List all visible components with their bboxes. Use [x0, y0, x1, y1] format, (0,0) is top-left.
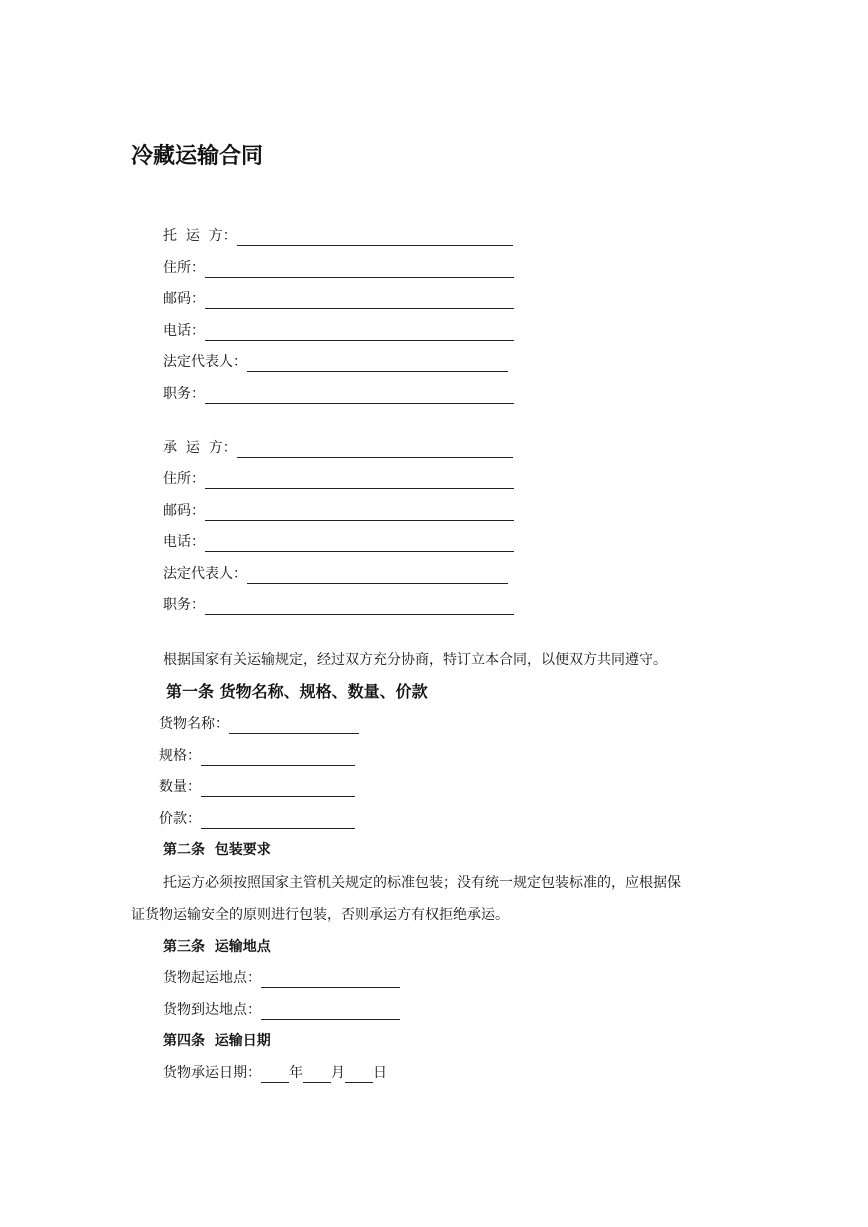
- shipper-name-field: [163, 226, 513, 246]
- carriage-date-field: [163, 1063, 387, 1083]
- fill-line[interactable]: [201, 813, 355, 829]
- article-2-line-1: 托运方必须按照国家主管机关规定的标准包装；没有统一规定包装标准的，应根据保: [163, 875, 681, 891]
- article-2-heading: 第二条 包装要求: [163, 842, 271, 858]
- fill-line[interactable]: [201, 750, 355, 766]
- fill-line[interactable]: [261, 972, 400, 988]
- field-label: 价款：: [159, 811, 201, 827]
- goods-spec-field: [159, 746, 355, 766]
- shipper-legal-rep-field: [163, 352, 508, 372]
- field-label: 承 运 方：: [163, 440, 237, 456]
- fill-line[interactable]: [205, 536, 514, 552]
- shipper-address-field: [163, 258, 514, 278]
- fill-line[interactable]: [205, 325, 514, 341]
- goods-price-field: [159, 809, 355, 829]
- fill-line[interactable]: [205, 293, 514, 309]
- fill-line[interactable]: [247, 356, 508, 372]
- field-label: 货物起运地点：: [163, 970, 261, 986]
- fill-line[interactable]: [205, 505, 514, 521]
- field-label: 职务：: [163, 597, 205, 613]
- shipper-phone-field: [163, 321, 514, 341]
- field-label: 电话：: [163, 534, 205, 550]
- carrier-phone-field: [163, 532, 514, 552]
- fill-line[interactable]: [201, 781, 355, 797]
- goods-quantity-field: [159, 777, 355, 797]
- carrier-legal-rep-field: [163, 564, 508, 584]
- field-label: 托 运 方：: [163, 228, 237, 244]
- departure-place-field: [163, 968, 400, 988]
- month-label: 月: [331, 1065, 345, 1081]
- year-blank[interactable]: [261, 1067, 289, 1083]
- article-4-heading: 第四条 运输日期: [163, 1033, 271, 1049]
- carrier-address-field: [163, 469, 514, 489]
- fill-line[interactable]: [229, 718, 359, 734]
- day-label: 日: [373, 1065, 387, 1081]
- fill-line[interactable]: [205, 473, 514, 489]
- fill-line[interactable]: [247, 568, 508, 584]
- field-label: 法定代表人：: [163, 566, 247, 582]
- article-2-line-2: 证货物运输安全的原则进行包装，否则承运方有权拒绝承运。: [131, 907, 509, 923]
- fill-line[interactable]: [237, 442, 513, 458]
- shipper-postcode-field: [163, 289, 514, 309]
- carrier-position-field: [163, 595, 514, 615]
- field-label: 住所：: [163, 471, 205, 487]
- document-title: 冷藏运输合同: [131, 144, 264, 169]
- article-3-heading: 第三条 运输地点: [163, 939, 271, 955]
- carrier-postcode-field: [163, 501, 514, 521]
- fill-line[interactable]: [205, 388, 514, 404]
- article-1-heading: 第一条 货物名称、规格、数量、价款: [166, 682, 428, 701]
- field-label: 法定代表人：: [163, 354, 247, 370]
- fill-line[interactable]: [205, 262, 514, 278]
- field-label: 货物承运日期：: [163, 1065, 261, 1081]
- year-label: 年: [289, 1065, 303, 1081]
- field-label: 数量：: [159, 779, 201, 795]
- arrival-place-field: [163, 1000, 400, 1020]
- field-label: 电话：: [163, 323, 205, 339]
- field-label: 规格：: [159, 748, 201, 764]
- fill-line[interactable]: [237, 230, 513, 246]
- fill-line[interactable]: [205, 599, 514, 615]
- field-label: 职务：: [163, 386, 205, 402]
- fill-line[interactable]: [261, 1004, 400, 1020]
- field-label: 邮码：: [163, 291, 205, 307]
- field-label: 货物名称：: [159, 716, 229, 732]
- day-blank[interactable]: [345, 1067, 373, 1083]
- carrier-name-field: [163, 438, 513, 458]
- shipper-position-field: [163, 384, 514, 404]
- month-blank[interactable]: [303, 1067, 331, 1083]
- field-label: 住所：: [163, 260, 205, 276]
- intro-paragraph: 根据国家有关运输规定，经过双方充分协商，特订立本合同，以便双方共同遵守。: [163, 652, 667, 668]
- field-label: 邮码：: [163, 503, 205, 519]
- goods-name-field: [159, 714, 359, 734]
- field-label: 货物到达地点：: [163, 1002, 261, 1018]
